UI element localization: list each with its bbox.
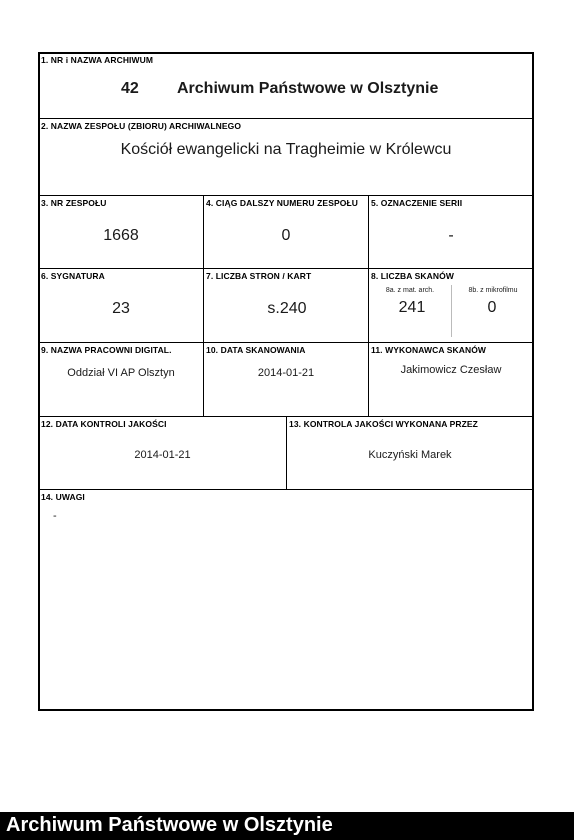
archive-number: 42 <box>121 80 139 97</box>
series-value: - <box>448 227 454 244</box>
signature-header: 6. SYGNATURA <box>41 271 105 281</box>
fond-name: Kościół ewangelicki na Tragheimie w Królewcu <box>120 141 452 158</box>
scan-date-value: 2014-01-21 <box>257 367 315 379</box>
continuation-value: 0 <box>281 227 291 244</box>
qc-by-header: 13. KONTROLA JAKOŚCI WYKONANA PRZEZ <box>289 419 478 429</box>
notes-value: - <box>53 510 57 522</box>
scans-material-label: 8a. z mat. arch. <box>385 287 435 294</box>
pages-section <box>203 268 369 343</box>
archive-header: 1. NR i NAZWA ARCHIWUM <box>41 55 154 65</box>
scans-microfilm-label: 8b. z mikrofilmu <box>468 287 518 294</box>
series-header: 5. OZNACZENIE SERII <box>371 198 463 208</box>
archive-name: Archiwum Państwowe w Olsztynie <box>177 80 439 97</box>
qc-by-value: Kuczyński Marek <box>368 449 452 461</box>
pages-value: s.240 <box>267 300 307 317</box>
studio-header: 9. NAZWA PRACOWNI DIGITAL. <box>41 345 172 355</box>
fond-number-section <box>38 195 204 269</box>
continuation-section <box>203 195 369 269</box>
studio-value: Oddział VI AP Olsztyn <box>67 367 175 379</box>
scan-date-section <box>203 342 369 417</box>
notes-header: 14. UWAGI <box>41 492 85 502</box>
pages-header: 7. LICZBA STRON / KART <box>206 271 312 281</box>
qc-date-section <box>38 416 287 490</box>
fond-section <box>38 118 534 196</box>
signature-value: 23 <box>112 300 130 317</box>
scans-microfilm-value: 0 <box>487 299 497 316</box>
continuation-header: 4. CIĄG DALSZY NUMERU ZESPOŁU <box>206 198 358 208</box>
scans-section <box>368 268 534 343</box>
scan-date-header: 10. DATA SKANOWANIA <box>206 345 306 355</box>
notes-section <box>38 489 534 711</box>
fond-header: 2. NAZWA ZESPOŁU (ZBIORU) ARCHIWALNEGO <box>41 121 242 131</box>
scans-header: 8. LICZBA SKANÓW <box>371 271 454 281</box>
fond-number: 1668 <box>103 227 139 244</box>
scanner-section <box>368 342 534 417</box>
scanner-value: Jakimowicz Czesław <box>400 364 502 376</box>
qc-date-value: 2014-01-21 <box>134 449 191 461</box>
scans-material-value: 241 <box>398 299 426 316</box>
qc-by-section <box>286 416 534 490</box>
footer-bar <box>0 812 574 840</box>
series-section <box>368 195 534 269</box>
footer-title: Archiwum Państwowe w Olsztynie <box>6 814 333 836</box>
archive-section <box>38 52 534 119</box>
scanner-header: 11. WYKONAWCA SKANÓW <box>371 345 487 355</box>
studio-section <box>38 342 204 417</box>
fond-number-header: 3. NR ZESPOŁU <box>41 198 107 208</box>
qc-date-header: 12. DATA KONTROLI JAKOŚCI <box>41 419 167 429</box>
signature-section <box>38 268 204 343</box>
